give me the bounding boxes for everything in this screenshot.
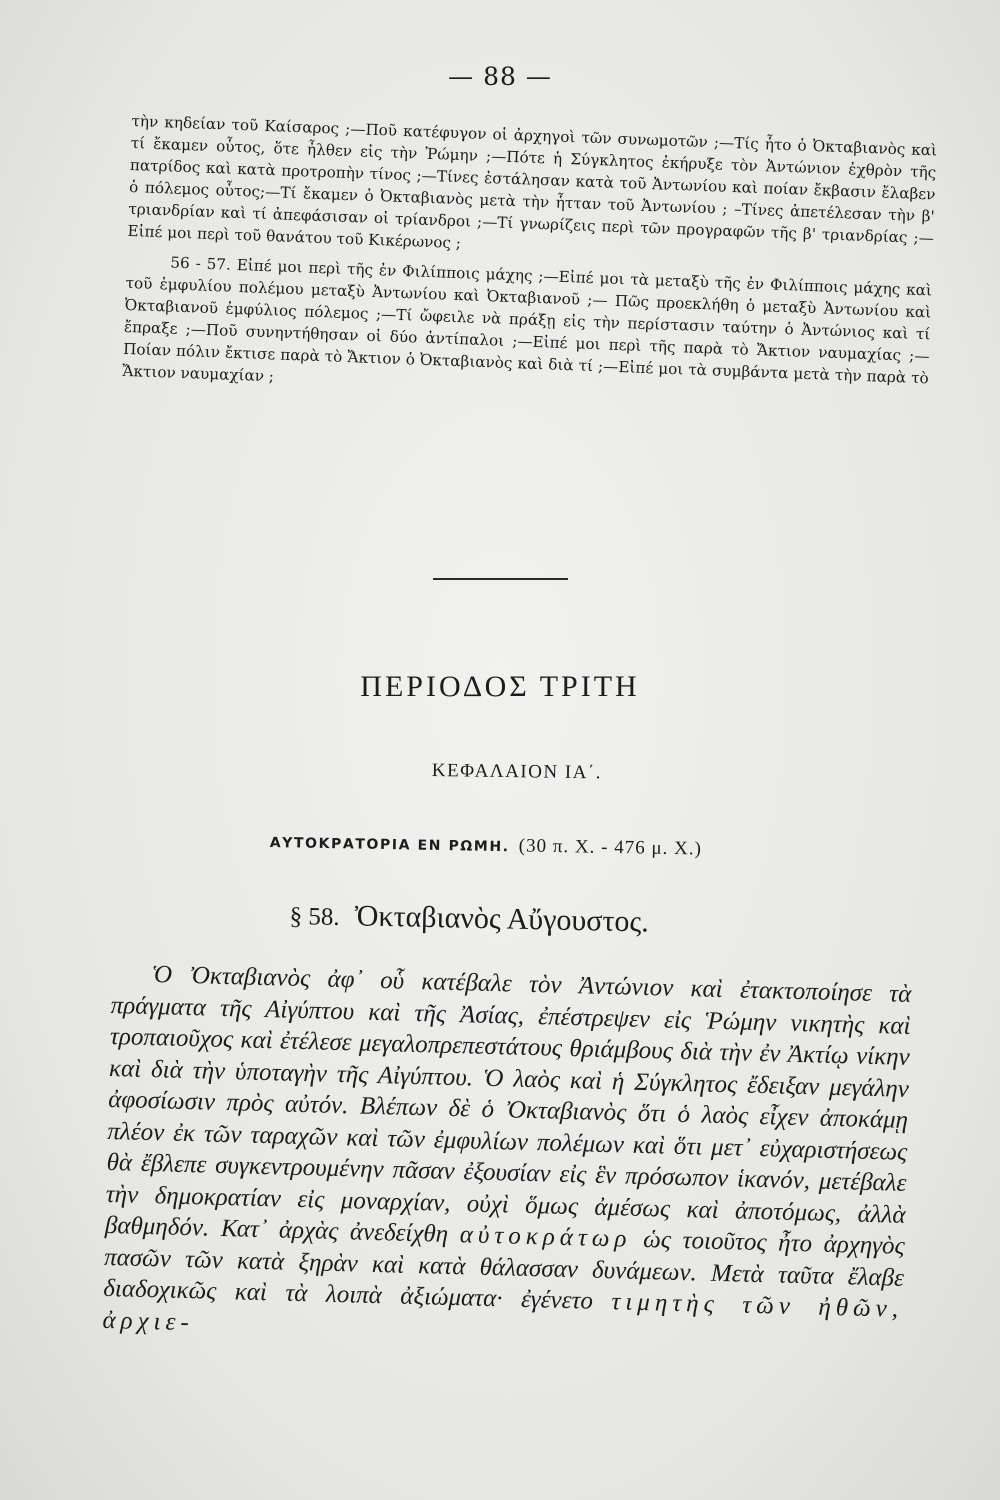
body-paragraph <box>102 958 912 1357</box>
section-number: § 58. <box>289 902 340 932</box>
word-timitis: τιμητὴς τῶν ἠθῶν, ἀρχιε- <box>102 1288 904 1336</box>
questions-paragraph-2: 56 - 57. Εἰπέ μοι περὶ τῆς ἐν Φιλίπποις μάχης ;—Εἰπέ μοι τὰ μεταξὺ τῆς ἐν Φιλίπποις μάχης καὶ τοῦ ἐμφυλίου πολέμου μεταξὺ Ἀντωνίου καὶ Ὀκταβιανοῦ ;— Πῶς προεκλήθη ὁ μεταξὺ Ἀντωνίου καὶ Ὀκταβιανοῦ ἐμφύλιος πόλεμος ;—Τί ὤφειλε νὰ πράξῃ εἰς τὴν περίστασιν ταύτην ὁ Ἀντώνιος καὶ τί ἔπραξε ;—Ποῦ συνηντήθησαν οἱ δύο ἀντίπαλοι ;—Εἰπέ μοι περὶ τῆς παρὰ τὸ Ἄκτιον ναυμαχίας ;—Ποίαν πόλιν ἔκτισε παρὰ τὸ Ἄκτιον ὁ Ὀκταβιανὸς καὶ διὰ τί ;—Εἰπέ μοι τὰ συμβάντα μετὰ τὴν παρὰ τὸ Ἄκτιον ναυμαχίαν ; <box>122 253 933 388</box>
section-heading <box>289 898 850 944</box>
section-title: Ὀκταβιανὸς Αὔγουστος. <box>354 899 650 939</box>
era-dates: (30 π. Χ. - 476 μ. Χ.) <box>518 835 703 860</box>
era-heading <box>270 831 830 863</box>
questions-paragraph-1: τὴν κηδείαν τοῦ Καίσαρος ;—Ποῦ κατέφυγον οἱ ἀρχηγοὶ τῶν συνωμοτῶν ;—Τίς ἦτο ὁ Ὀκταβιανὸς καὶ τί ἔκαμεν οὗτος, ὅτε ἦλθεν εἰς τὴν Ῥώμην ;—Πότε ἡ Σύγκλητος ἐκήρυξε τὸν Ἀντώνιον ἐχθρὸν τῆς πατρίδος καὶ κατὰ προτροπὴν τίνος ;—Τίνες ἐστάλησαν κατὰ τοῦ Ἀντωνίου καὶ ποίαν ἔκβασιν ἔλαβεν ὁ πόλεμος οὗτος;—Τί ἔκαμεν ὁ Ὀκταβιανὸς μετὰ τὴν ἧτταν τοῦ Ἀντωνίου ; –Τίνες ἀπετέλεσαν τὴν β' τριανδρίαν καὶ τί ἀπεφάσισαν οἱ τρίανδροι ;—Τί γνωρίζεις περὶ τῶν προγραφῶν τῆς β' τριανδρίας ;— Εἰπέ μοι περὶ τοῦ θανάτου τοῦ Κικέρωνος ; <box>127 111 938 253</box>
period-title: ΠΕΡΙΟΔΟΣ ΤΡΙΤΗ <box>360 670 640 703</box>
page-number: — 88 — <box>448 62 552 91</box>
word-autokrator: αὐτοκράτωρ <box>459 1221 632 1253</box>
chapter-title: ΚΕΦΑΛΑΙΟΝ ΙΑ΄. <box>431 760 603 784</box>
review-questions <box>122 110 937 411</box>
body-text-main: Ὁ Ὀκταβιανὸς ἀφ᾽ οὗ κατέβαλε τὸν Ἀντώνιον καὶ ἐτακτοποίησε τὰ πράγματα τῆς Αἰγύπτου καὶ τῆς Ἀσίας, ἐπέστρεψεν εἰς Ῥώμην νικητὴς καὶ τροπαιοῦχος καὶ ἐτέλεσε μεγαλοπρεπεστάτους θριάμβους διὰ τὴν ἐν Ἀκτίῳ νίκην καὶ διὰ τὴν ὑποταγὴν τῆς Αἰγύπτου. Ὁ λαὸς καὶ ἡ Σύγκλητος ἔδειξαν μεγάλην ἀφοσίωσιν πρὸς αὐτόν. Βλέπων δὲ ὁ Ὀκταβιανὸς ὅτι ὁ λαὸς εἶχεν ἀποκάμῃ πλέον ἐκ τῶν ταραχῶν καὶ τῶν ἐμφυλίων πολέμων καὶ ὅτι μετ᾽ εὐχαριστήσεως θὰ ἔβλεπε συγκεντρουμένην πᾶσαν ἐξουσίαν εἰς ἓν πρόσωπον ἱκανόν, μετέβαλε τὴν δημοκρατίαν εἰς μοναρχίαν, οὐχὶ ὅμως ἀμέσως καὶ ἀποτόμως, ἀλλὰ βαθμηδόν. Κατ᾽ ἀρχὰς ἀνεδείχθη <box>104 961 912 1248</box>
body-text-mid: ὡς τοιοῦτος ἦτο ἀρχηγὸς πασῶν τῶν κατὰ ξηρὰν καὶ κατὰ θάλασσαν δυνάμεων. Μετὰ ταῦτα ἔλαβε διαδοχικῶς καὶ τὰ λοιπὰ ἀξιώματα· ἐγένετο <box>102 1226 906 1315</box>
era-title: ΑΥΤΟΚΡΑΤΟΡΙΑ ΕΝ ΡΩΜΗ. <box>269 834 510 856</box>
body-text <box>102 958 912 1357</box>
section-divider <box>433 578 568 580</box>
